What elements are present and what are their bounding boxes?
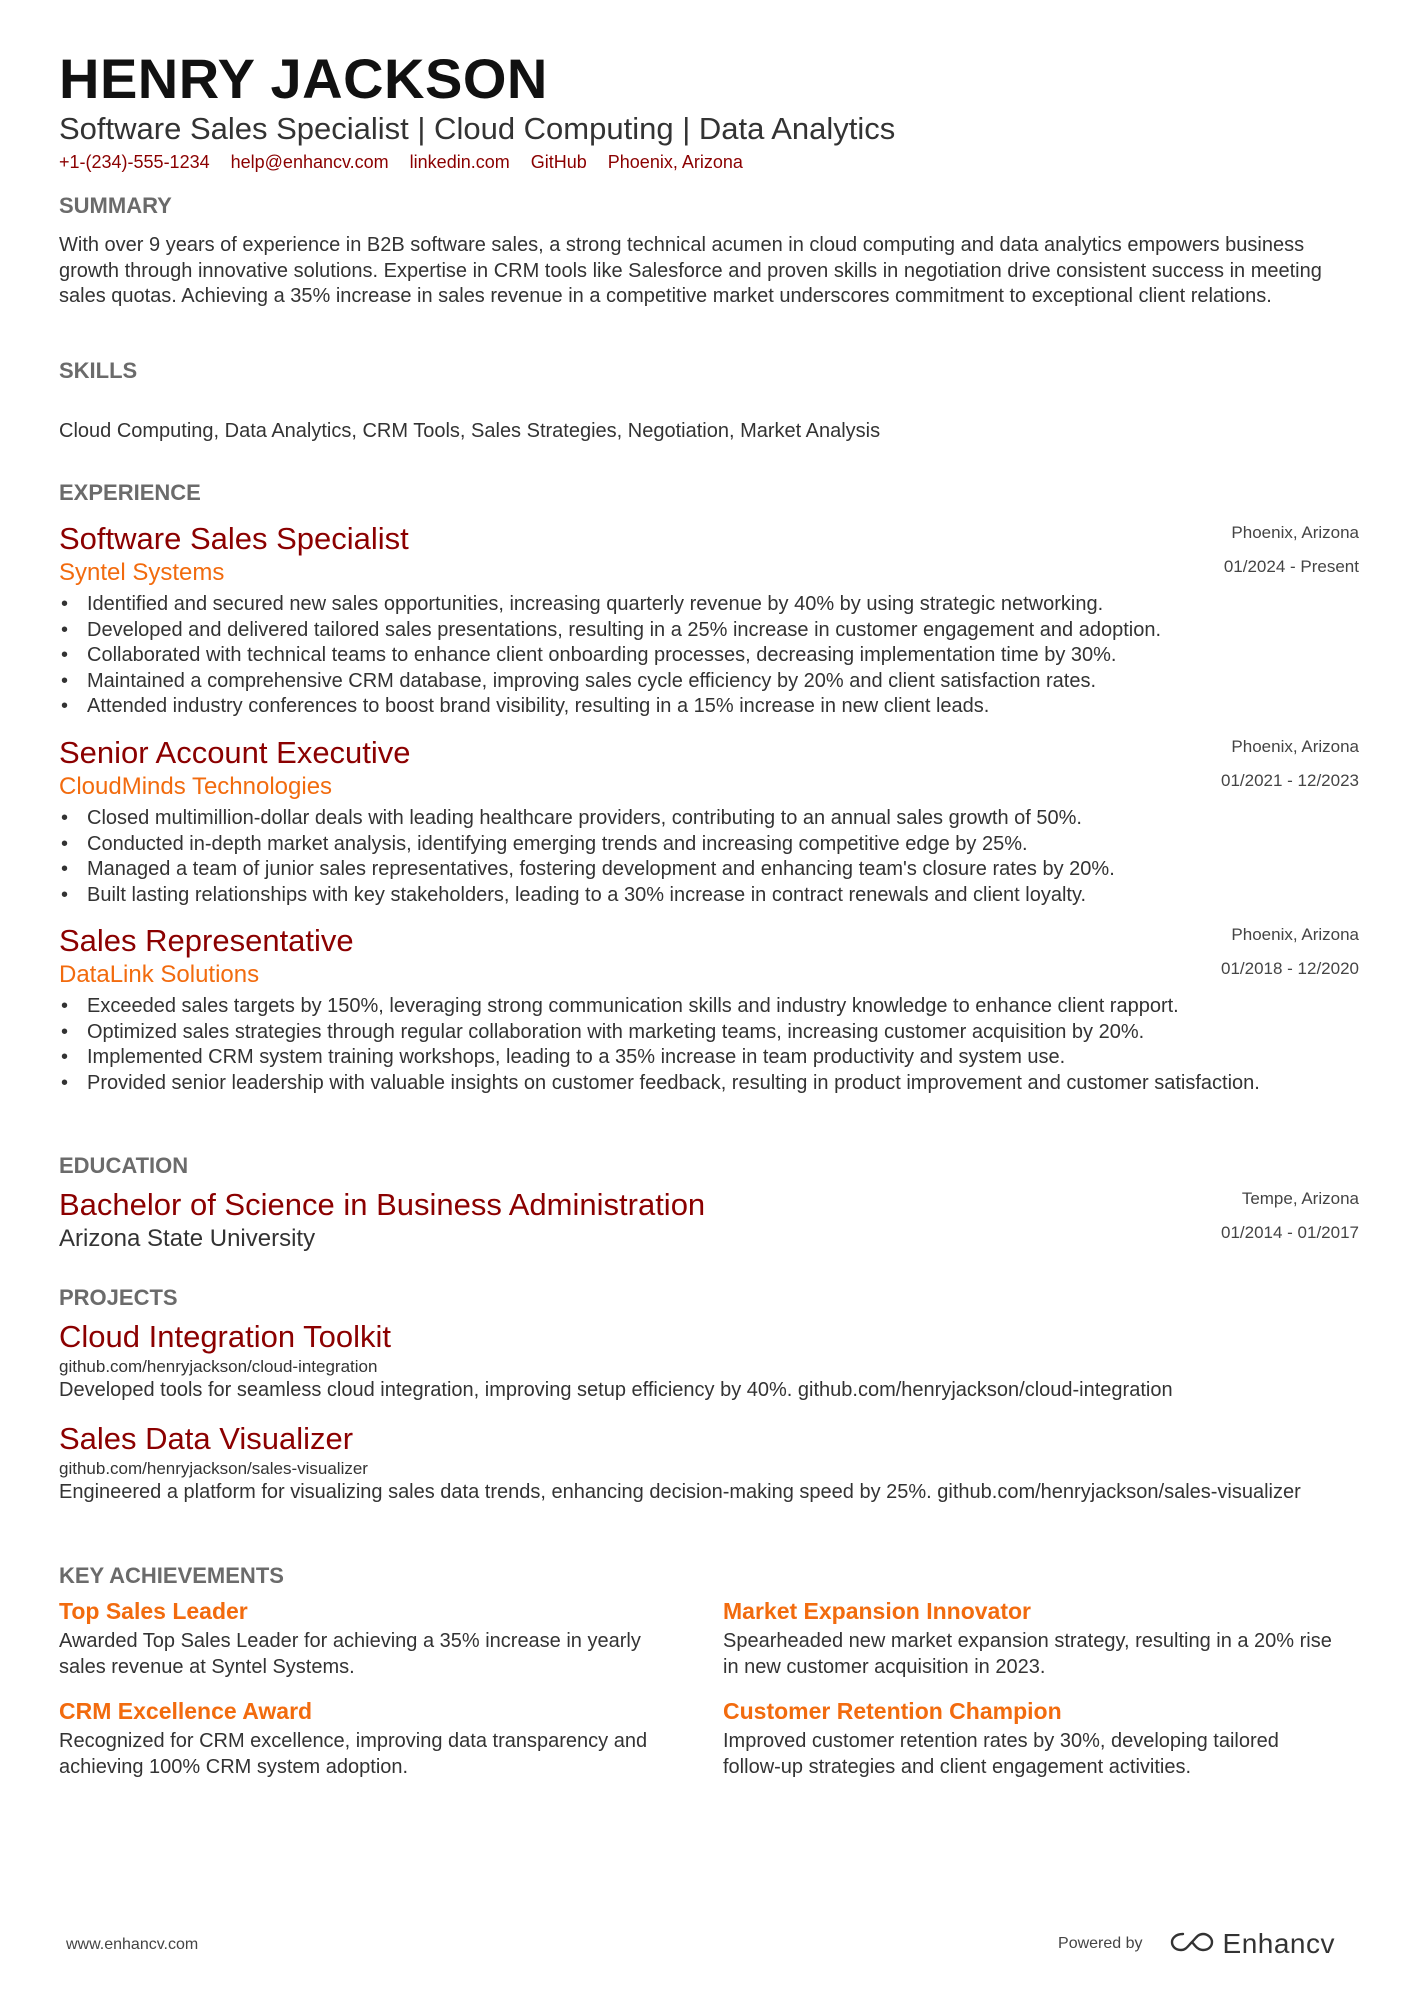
- job-bullets: [59, 806, 1359, 908]
- footer-website[interactable]: www.enhancv.com: [66, 1936, 199, 1953]
- achievement-item: [723, 1596, 1335, 1680]
- job-location: Phoenix, Arizona: [1231, 523, 1359, 542]
- job-location: Phoenix, Arizona: [1231, 737, 1359, 756]
- bullet-item: • Built lasting relationships with key stakeholders, leading to a 30% increase in contract renewals and client loyalty.: [59, 883, 1359, 909]
- education-location: Tempe, Arizona: [1241, 1189, 1359, 1208]
- project-entry: [59, 1318, 1359, 1404]
- degree-title: Bachelor of Science in Business Administration: [59, 1187, 706, 1222]
- job-bullets: [59, 994, 1359, 1096]
- brand-name: Enhancv: [1222, 1928, 1335, 1959]
- experience-entry: [59, 734, 1359, 908]
- bullet-item: • Exceeded sales targets by 150%, leveraging strong communication skills and industry knowledge to enhance client rapport.: [59, 994, 1359, 1020]
- candidate-name: HENRY JACKSON: [59, 47, 548, 110]
- bullet-item: • Conducted in-depth market analysis, identifying emerging trends and increasing competitive edge by 25%.: [59, 832, 1359, 858]
- achievement-item: [59, 1596, 671, 1680]
- achievements-heading: KEY ACHIEVEMENTS: [59, 1563, 284, 1588]
- job-dates: 01/2021 - 12/2023: [1220, 771, 1359, 790]
- footer-branding: [1058, 1928, 1335, 1960]
- enhancv-logo-icon: [1169, 1929, 1215, 1960]
- project-entry: [59, 1420, 1359, 1506]
- bullet-item: • Implemented CRM system training workshops, leading to a 35% increase in team productivity and system use.: [59, 1045, 1359, 1071]
- location-text: Phoenix, Arizona: [607, 152, 743, 172]
- linkedin-link[interactable]: linkedin.com: [409, 152, 510, 172]
- achievement-title: Top Sales Leader: [59, 1598, 248, 1624]
- phone-link[interactable]: +1-(234)-555-1234: [59, 152, 210, 172]
- summary-heading: SUMMARY: [59, 193, 172, 218]
- bullet-item: • Optimized sales strategies through regular collaboration with marketing teams, increasing customer acquisition by 20%.: [59, 1020, 1359, 1046]
- experience-entry: [59, 922, 1359, 1096]
- achievement-description: Awarded Top Sales Leader for achieving a 35% increase in yearly sales revenue at Syntel Systems.: [59, 1630, 641, 1678]
- achievement-title: Market Expansion Innovator: [723, 1598, 1032, 1624]
- projects-heading: PROJECTS: [59, 1285, 178, 1310]
- project-title: Cloud Integration Toolkit: [59, 1319, 392, 1354]
- job-location: Phoenix, Arizona: [1231, 925, 1359, 944]
- job-dates: 01/2024 - Present: [1223, 557, 1359, 576]
- github-link[interactable]: GitHub: [530, 152, 587, 172]
- education-heading: EDUCATION: [59, 1153, 189, 1178]
- experience-heading: EXPERIENCE: [59, 480, 201, 505]
- job-title: Senior Account Executive: [59, 735, 411, 770]
- summary-text: With over 9 years of experience in B2B software sales, a strong technical acumen in cloud computing and data analytics empowers business growth through innovative solutions. Expertise in CRM tools like Salesforce and proven skills in negotiation drive consistent success in meeting sales quotas. Achieving a 35% increase in sales revenue in a competitive market underscores commitment to exceptional client relations.: [59, 234, 1322, 307]
- bullet-item: • Developed and delivered tailored sales presentations, resulting in a 25% increase in customer engagement and adoption.: [59, 618, 1359, 644]
- achievement-description: Spearheaded new market expansion strategy, resulting in a 20% rise in new customer acquisition in 2023.: [723, 1630, 1332, 1678]
- education-entry: [59, 1186, 1359, 1254]
- skills-text: Cloud Computing, Data Analytics, CRM Tools, Sales Strategies, Negotiation, Market Analysis: [59, 420, 881, 442]
- job-title: Sales Representative: [59, 923, 354, 958]
- education-dates: 01/2014 - 01/2017: [1220, 1223, 1359, 1242]
- project-description: Developed tools for seamless cloud integration, improving setup efficiency by 40%. github.com/henryjackson/cloud-integration: [59, 1379, 1173, 1401]
- job-title: Software Sales Specialist: [59, 521, 409, 556]
- experience-entry: [59, 520, 1359, 720]
- achievement-description: Recognized for CRM excellence, improving data transparency and achieving 100% CRM system adoption.: [59, 1730, 648, 1778]
- project-link[interactable]: github.com/henryjackson/cloud-integration: [59, 1357, 378, 1376]
- job-dates: 01/2018 - 12/2020: [1220, 959, 1359, 978]
- bullet-item: • Identified and secured new sales opportunities, increasing quarterly revenue by 40% by using strategic networking.: [59, 592, 1359, 618]
- project-title: Sales Data Visualizer: [59, 1421, 354, 1456]
- bullet-item: • Provided senior leadership with valuable insights on customer feedback, resulting in product improvement and customer satisfaction.: [59, 1071, 1359, 1097]
- achievement-title: Customer Retention Champion: [723, 1698, 1062, 1724]
- achievement-title: CRM Excellence Award: [59, 1698, 313, 1724]
- job-bullets: [59, 592, 1359, 720]
- contact-line: [59, 150, 759, 174]
- company-name: CloudMinds Technologies: [59, 773, 333, 800]
- school-name: Arizona State University: [59, 1225, 316, 1252]
- project-link[interactable]: github.com/henryjackson/sales-visualizer: [59, 1459, 368, 1478]
- skills-heading: SKILLS: [59, 358, 138, 383]
- company-name: Syntel Systems: [59, 559, 225, 586]
- bullet-item: • Collaborated with technical teams to enhance client onboarding processes, decreasing implementation time by 30%.: [59, 643, 1359, 669]
- bullet-item: • Managed a team of junior sales representatives, fostering development and enhancing team's closure rates by 20%.: [59, 857, 1359, 883]
- bullet-item: • Maintained a comprehensive CRM database, improving sales cycle efficiency by 20% and client satisfaction rates.: [59, 669, 1359, 695]
- achievement-description: Improved customer retention rates by 30%, developing tailored follow-up strategies and client engagement activities.: [723, 1730, 1279, 1778]
- bullet-item: • Attended industry conferences to boost brand visibility, resulting in a 15% increase in new client leads.: [59, 694, 1359, 720]
- candidate-title: Software Sales Specialist | Cloud Computing | Data Analytics: [59, 111, 896, 146]
- bullet-item: • Closed multimillion-dollar deals with leading healthcare providers, contributing to an annual sales growth of 50%.: [59, 806, 1359, 832]
- achievement-item: [59, 1696, 671, 1780]
- company-name: DataLink Solutions: [59, 961, 260, 988]
- project-description: Engineered a platform for visualizing sales data trends, enhancing decision-making speed by 25%. github.com/henryjackson/sales-visualizer: [59, 1481, 1301, 1503]
- powered-by-text: Powered by: [1058, 1935, 1143, 1952]
- achievement-item: [723, 1696, 1335, 1780]
- email-link[interactable]: help@enhancv.com: [230, 152, 389, 172]
